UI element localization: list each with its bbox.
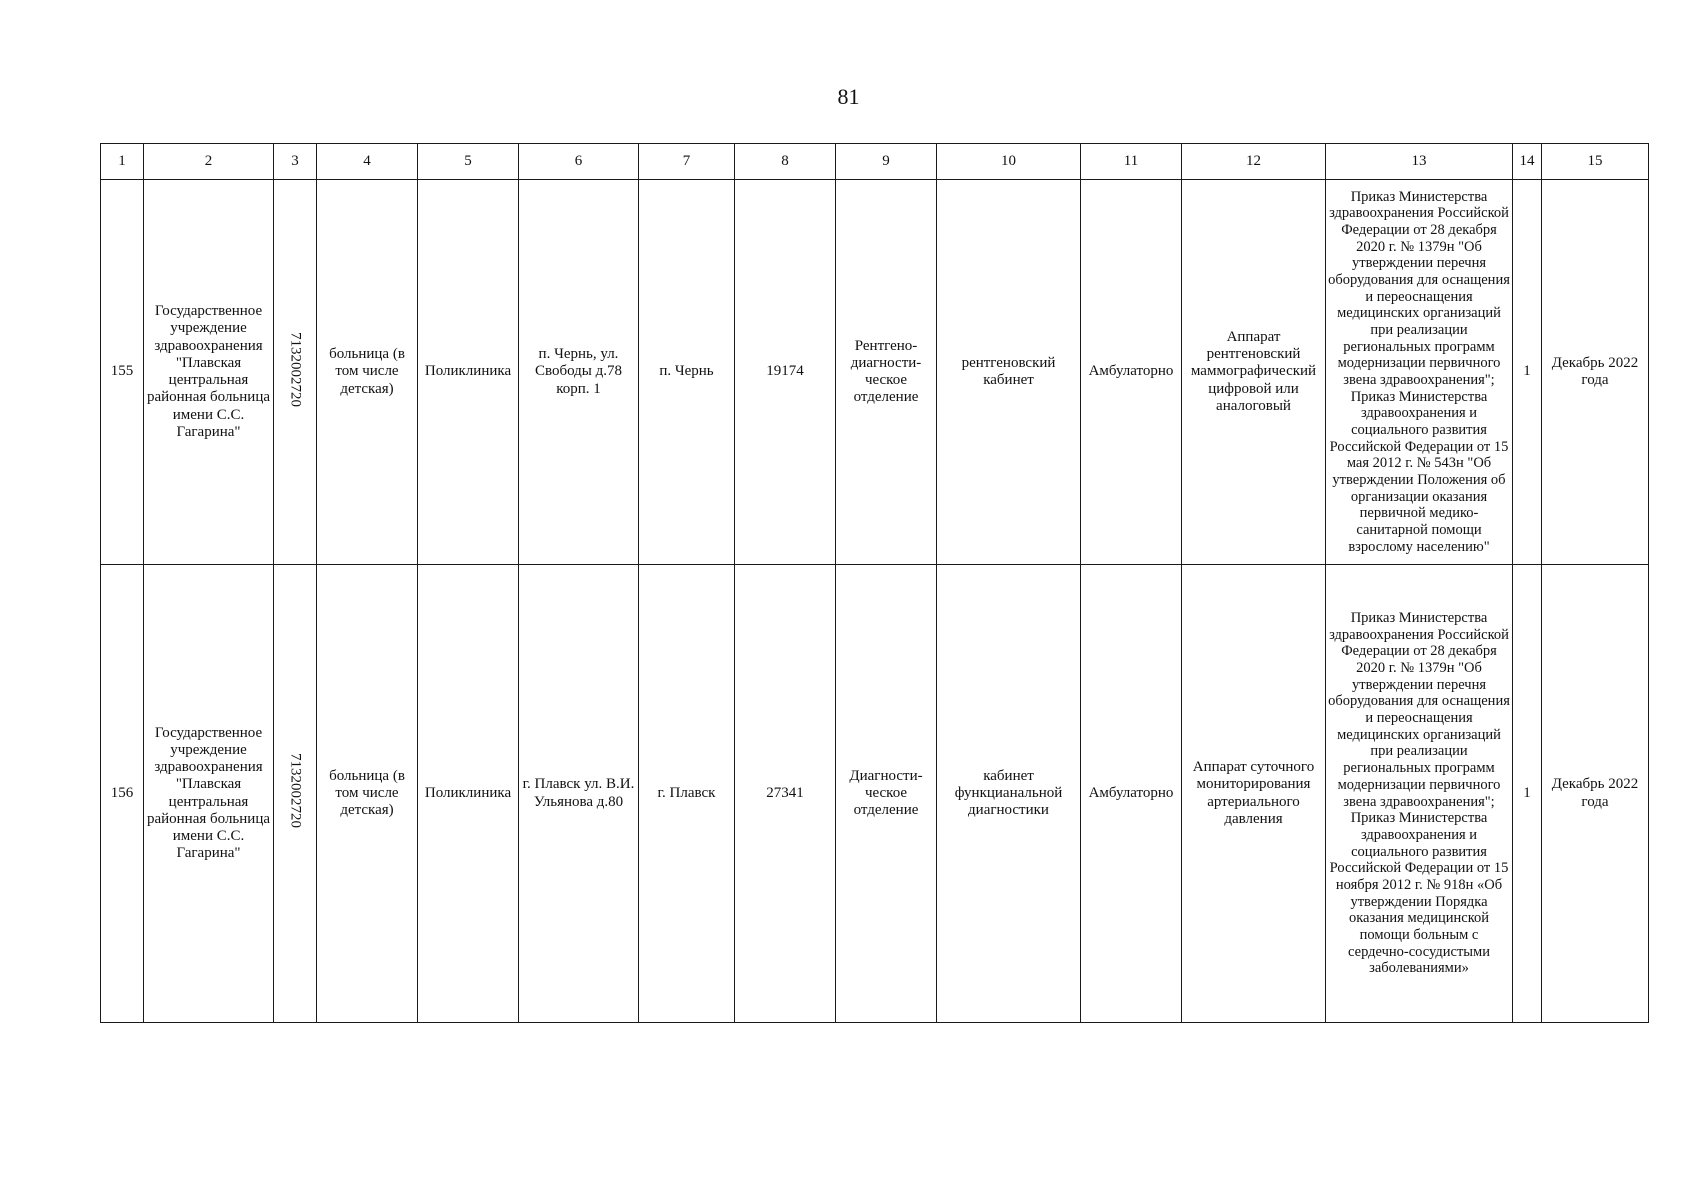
unit-name: Поликлиника: [418, 180, 519, 565]
room: рентгеновский кабинет: [937, 180, 1081, 565]
org-code-cell: [274, 565, 317, 1023]
row-number: 155: [101, 180, 144, 565]
header-cell: 9: [836, 144, 937, 180]
locality: г. Плавск: [639, 565, 735, 1023]
header-cell: 4: [317, 144, 418, 180]
header-cell: 6: [519, 144, 639, 180]
org-code-cell: [274, 180, 317, 565]
room: кабинет функцианальной диагностики: [937, 565, 1081, 1023]
header-cell: 15: [1542, 144, 1649, 180]
department: Диагности-ческое отделение: [836, 565, 937, 1023]
legal-basis: Приказ Министерства здравоохранения Российской Федерации от 28 декабря 2020 г. № 1379н "Об утверждении перечня оборудования для оснащения и переоснащения медицинских организаций при реализации региональных программ модернизации первичного звена здравоохранения"; Приказ Министерства здравоохранения и социального развития Российской Федерации от 15 ноября 2012 г. № 918н «Об утверждении Порядка оказания медицинской помощи больным с сердечно-сосудистыми заболеваниями»: [1326, 565, 1513, 1023]
organization-name: Государственное учреждение здравоохранения "Плавская центральная районная больница имени С.С. Гагарина": [144, 565, 274, 1023]
header-cell: 14: [1513, 144, 1542, 180]
org-code: 7132002720: [287, 331, 304, 407]
address: п. Чернь, ул. Свободы д.78 корп. 1: [519, 180, 639, 565]
care-form: Амбулаторно: [1081, 180, 1182, 565]
row-number: 156: [101, 565, 144, 1023]
header-cell: 13: [1326, 144, 1513, 180]
deadline: Декабрь 2022 года: [1542, 565, 1649, 1023]
quantity: 1: [1513, 565, 1542, 1023]
header-cell: 5: [418, 144, 519, 180]
header-cell: 8: [735, 144, 836, 180]
header-cell: 3: [274, 144, 317, 180]
facility-type: больница (в том числе детская): [317, 180, 418, 565]
unit-name: Поликлиника: [418, 565, 519, 1023]
header-cell: 10: [937, 144, 1081, 180]
deadline: Декабрь 2022 года: [1542, 180, 1649, 565]
table-row: [101, 180, 1649, 565]
care-form: Амбулаторно: [1081, 565, 1182, 1023]
equipment: Аппарат суточного мониторирования артериального давления: [1182, 565, 1326, 1023]
legal-basis: Приказ Министерства здравоохранения Российской Федерации от 28 декабря 2020 г. № 1379н "Об утверждении перечня оборудования для оснащения и переоснащения медицинских организаций при реализации региональных программ модернизации первичного звена здравоохранения"; Приказ Министерства здравоохранения и социального развития Российской Федерации от 15 мая 2012 г. № 543н "Об утверждении Положения об организации оказания первичной медико-санитарной помощи взрослому населению": [1326, 180, 1513, 565]
address: г. Плавск ул. В.И. Ульянова д.80: [519, 565, 639, 1023]
header-cell: 7: [639, 144, 735, 180]
header-cell: 12: [1182, 144, 1326, 180]
facility-type: больница (в том числе детская): [317, 565, 418, 1023]
quantity: 1: [1513, 180, 1542, 565]
page-number: 81: [837, 84, 860, 109]
locality: п. Чернь: [639, 180, 735, 565]
population: 19174: [735, 180, 836, 565]
organization-name: Государственное учреждение здравоохранения "Плавская центральная районная больница имени С.С. Гагарина": [144, 180, 274, 565]
org-code: 7132002720: [287, 753, 304, 829]
population: 27341: [735, 565, 836, 1023]
department: Рентгено-диагности-ческое отделение: [836, 180, 937, 565]
header-cell: 2: [144, 144, 274, 180]
header-cell: 11: [1081, 144, 1182, 180]
equipment-table: [100, 143, 1649, 1023]
table-row: [101, 565, 1649, 1023]
equipment: Аппарат рентгеновский маммографический цифровой или аналоговый: [1182, 180, 1326, 565]
header-row: [101, 144, 1649, 180]
header-cell: 1: [101, 144, 144, 180]
